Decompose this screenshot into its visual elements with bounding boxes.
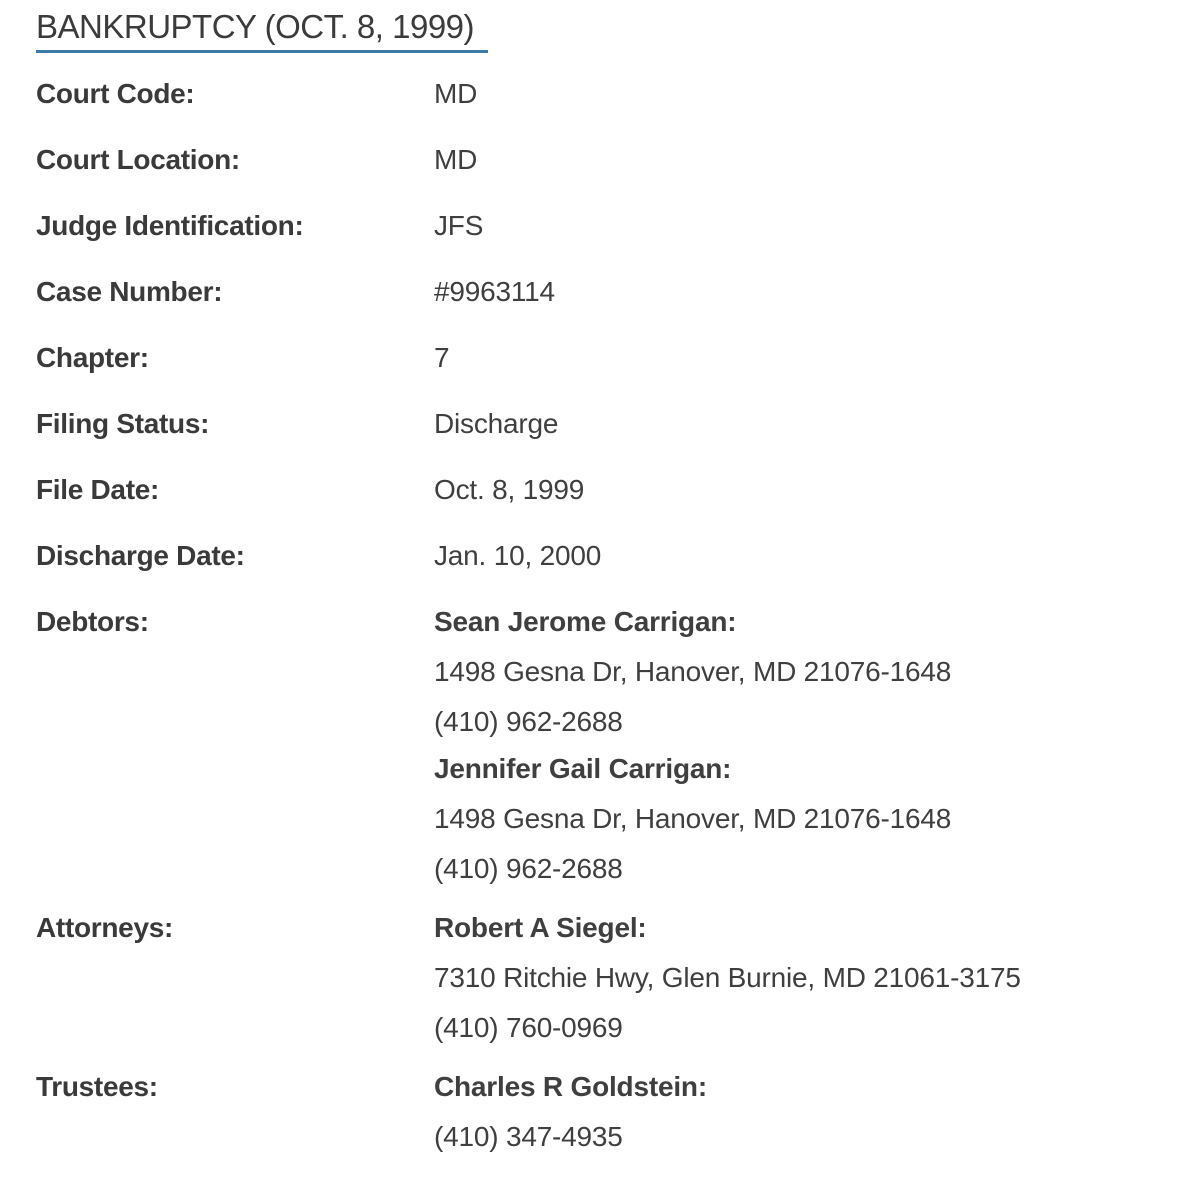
field-value: Jan. 10, 2000 <box>434 540 602 571</box>
field-value: Oct. 8, 1999 <box>434 474 585 505</box>
trustees-list <box>434 1065 1176 1162</box>
field-label: Case Number: <box>36 276 223 307</box>
debtor-entry <box>434 597 1176 747</box>
field-label: Discharge Date: <box>36 540 245 571</box>
title-underline <box>36 50 488 53</box>
party-phone: (410) 962-2688 <box>434 853 623 884</box>
field-row-case-number <box>36 270 1176 336</box>
page-title: BANKRUPTCY (OCT. 8, 1999) <box>36 8 475 45</box>
field-label: Judge Identification: <box>36 210 304 241</box>
attorney-entry <box>434 903 1176 1053</box>
party-address: 1498 Gesna Dr, Hanover, MD 21076-1648 <box>434 656 952 687</box>
party-name: Jennifer Gail Carrigan: <box>434 753 732 784</box>
field-label: Chapter: <box>36 342 149 373</box>
field-row-file-date <box>36 468 1176 534</box>
field-value: 7 <box>434 342 450 373</box>
field-label: Attorneys: <box>36 912 174 943</box>
party-phone: (410) 760-0969 <box>434 1012 623 1043</box>
field-label: Court Location: <box>36 144 240 175</box>
field-label: Court Code: <box>36 78 195 109</box>
field-label: Debtors: <box>36 606 149 637</box>
debtor-entry <box>434 744 1176 894</box>
field-row-judge-identification <box>36 204 1176 270</box>
party-address: 1498 Gesna Dr, Hanover, MD 21076-1648 <box>434 803 952 834</box>
attorneys-list <box>434 906 1176 1053</box>
record-details <box>36 72 1176 1174</box>
field-row-trustees <box>36 1065 1176 1174</box>
party-name: Charles R Goldstein: <box>434 1071 707 1102</box>
field-value: JFS <box>434 210 484 241</box>
field-row-attorneys <box>36 906 1176 1065</box>
party-name: Sean Jerome Carrigan: <box>434 606 737 637</box>
party-phone: (410) 962-2688 <box>434 706 623 737</box>
field-label: File Date: <box>36 474 160 505</box>
field-value: Discharge <box>434 408 559 439</box>
field-row-court-location <box>36 138 1176 204</box>
field-value: MD <box>434 144 478 175</box>
debtors-list <box>434 600 1176 894</box>
field-row-debtors <box>36 600 1176 906</box>
field-label: Trustees: <box>36 1071 158 1102</box>
field-row-discharge-date <box>36 534 1176 600</box>
field-value: #9963114 <box>434 276 555 307</box>
party-phone: (410) 347-4935 <box>434 1121 623 1152</box>
party-address: 7310 Ritchie Hwy, Glen Burnie, MD 21061-3175 <box>434 962 1021 993</box>
field-label: Filing Status: <box>36 408 210 439</box>
field-row-court-code <box>36 72 1176 138</box>
trustee-entry <box>434 1062 1176 1162</box>
field-row-filing-status <box>36 402 1176 468</box>
field-value: MD <box>434 78 478 109</box>
field-row-chapter <box>36 336 1176 402</box>
party-name: Robert A Siegel: <box>434 912 647 943</box>
